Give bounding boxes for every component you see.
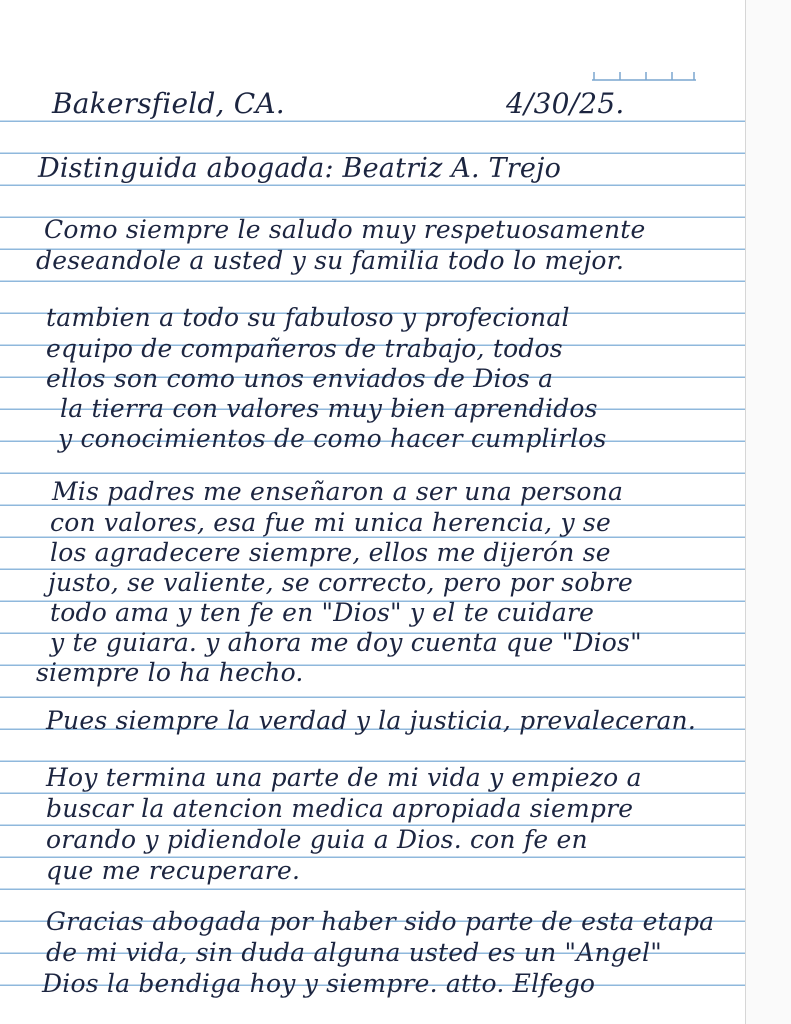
page-margin: [746, 0, 791, 1024]
paragraph-2-line-1: tambien a todo su fabuloso y profecional: [46, 303, 570, 332]
paragraph-5-line-3: orando y pidiendole guia a Dios. con fe en: [46, 825, 588, 854]
paragraph-3-line-6: y te guiara. y ahora me doy cuenta que "Dios": [50, 628, 642, 657]
paragraph-2-line-3: ellos son como unos enviados de Dios a: [46, 364, 554, 393]
paragraph-5-line-2: buscar la atencion medica apropiada siempre: [46, 794, 634, 823]
paragraph-4-line-1: Pues siempre la verdad y la justicia, prevaleceran.: [46, 706, 696, 735]
paragraph-3-line-2: con valores, esa fue mi unica herencia, y se: [50, 508, 611, 537]
paragraph-3-line-1: Mis padres me enseñaron a ser una persona: [52, 477, 624, 506]
paragraph-2-line-2: equipo de compañeros de trabajo, todos: [46, 334, 563, 363]
letter-salutation: Distinguida abogada: Beatriz A. Trejo: [38, 153, 562, 184]
paragraph-3-line-4: justo, se valiente, se correcto, pero por sobre: [48, 568, 633, 597]
paragraph-3-line-7: siempre lo ha hecho.: [36, 658, 304, 687]
paragraph-1-line-2: deseandole a usted y su familia todo lo mejor.: [36, 246, 625, 275]
paragraph-1-line-1: Como siempre le saludo muy respetuosamente: [44, 215, 646, 244]
paragraph-6-line-3: Dios la bendiga hoy y siempre. atto. Elfego: [42, 969, 596, 998]
letter-date: 4/30/25.: [506, 87, 625, 120]
paragraph-5-line-4: que me recuperare.: [46, 856, 301, 885]
paragraph-2-line-4: la tierra con valores muy bien aprendidos: [60, 394, 598, 423]
paragraph-5-line-1: Hoy termina una parte de mi vida y empiezo a: [46, 763, 642, 792]
paragraph-3-line-3: los agradecere siempre, ellos me dijerón se: [50, 538, 611, 567]
paragraph-6-line-2: de mi vida, sin duda alguna usted es un "Angel": [46, 938, 662, 967]
paragraph-3-line-5: todo ama y ten fe en "Dios" y el te cuidare: [50, 598, 595, 627]
ruler-ticks: [590, 70, 698, 82]
letter-place: Bakersfield, CA.: [52, 87, 285, 120]
paragraph-6-line-1: Gracias abogada por haber sido parte de esta etapa: [46, 907, 715, 936]
paragraph-2-line-5: y conocimientos de como hacer cumplirlos: [58, 424, 607, 453]
